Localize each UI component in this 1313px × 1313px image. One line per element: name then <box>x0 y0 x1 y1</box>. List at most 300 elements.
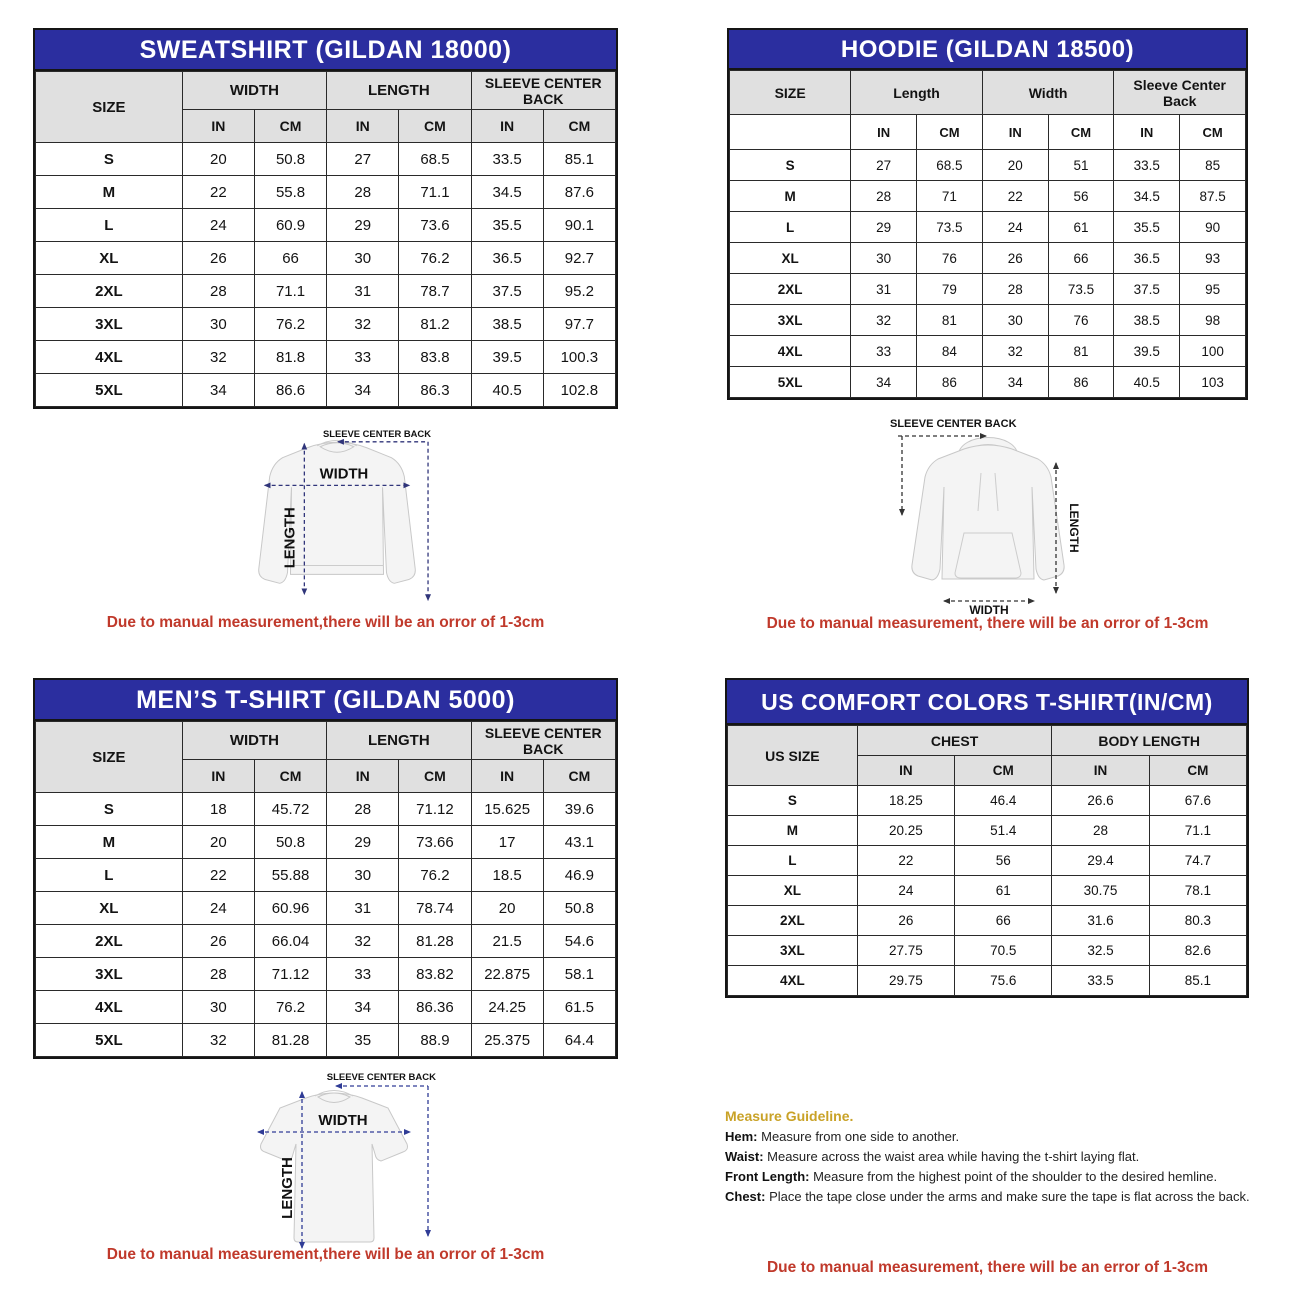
value-cell: 27.75 <box>857 936 954 966</box>
value-cell: 76.2 <box>399 859 471 892</box>
unit-header: CM <box>543 760 615 793</box>
guideline-heading: Measure Guideline. <box>725 1108 854 1124</box>
value-cell: 76.2 <box>254 308 326 341</box>
guideline-term: Hem: <box>725 1129 758 1144</box>
value-cell: 30 <box>182 991 254 1024</box>
value-cell: 61 <box>955 876 1052 906</box>
value-cell: 29 <box>327 209 399 242</box>
unit-header: IN <box>327 760 399 793</box>
value-cell: 79 <box>917 274 983 305</box>
unit-header: IN <box>851 115 917 150</box>
comfort-table <box>725 678 1249 998</box>
value-cell: 66.04 <box>254 925 326 958</box>
table-row <box>36 209 616 242</box>
guideline-text: Place the tape close under the arms and make sure the tape is flat across the back. <box>765 1189 1250 1204</box>
column-header-sleeve: Sleeve Center Back <box>1114 71 1246 115</box>
table-row <box>730 274 1246 305</box>
value-cell: 31 <box>327 892 399 925</box>
unit-header: CM <box>917 115 983 150</box>
table-row <box>36 308 616 341</box>
guideline-term: Front Length: <box>725 1169 810 1184</box>
value-cell: 76.2 <box>254 991 326 1024</box>
tshirt-illustration <box>228 1068 443 1264</box>
value-cell: 27 <box>327 143 399 176</box>
value-cell: 31.6 <box>1052 906 1149 936</box>
value-cell: 90 <box>1180 212 1246 243</box>
value-cell: 61 <box>1048 212 1114 243</box>
value-cell: 80.3 <box>1149 906 1246 936</box>
value-cell: 35.5 <box>1114 212 1180 243</box>
value-cell: 26 <box>857 906 954 936</box>
size-cell: 3XL <box>36 308 183 341</box>
size-cell: 2XL <box>728 906 858 936</box>
guideline-item <box>725 1190 1265 1204</box>
value-cell: 22.875 <box>471 958 543 991</box>
value-cell: 73.6 <box>399 209 471 242</box>
column-header-chest: CHEST <box>857 726 1052 756</box>
size-cell: 5XL <box>36 1024 183 1057</box>
value-cell: 87.6 <box>543 176 615 209</box>
guideline-term: Waist: <box>725 1149 764 1164</box>
value-cell: 35.5 <box>471 209 543 242</box>
value-cell: 32 <box>327 925 399 958</box>
length-label: LENGTH <box>282 507 299 569</box>
value-cell: 66 <box>955 906 1052 936</box>
value-cell: 28 <box>1052 816 1149 846</box>
value-cell: 76 <box>917 243 983 274</box>
value-cell: 71.12 <box>254 958 326 991</box>
table-row <box>36 143 616 176</box>
unit-header: IN <box>182 760 254 793</box>
value-cell: 93 <box>1180 243 1246 274</box>
table-row <box>728 936 1247 966</box>
length-label: LENGTH <box>279 1157 296 1219</box>
value-cell: 60.9 <box>254 209 326 242</box>
sweatshirt-table <box>33 28 618 409</box>
table-row <box>730 305 1246 336</box>
value-cell: 73.5 <box>1048 274 1114 305</box>
value-cell: 86.6 <box>254 374 326 407</box>
table-row <box>728 846 1247 876</box>
unit-header: IN <box>182 110 254 143</box>
value-cell: 24 <box>982 212 1048 243</box>
size-cell: XL <box>728 876 858 906</box>
size-cell: 2XL <box>36 275 183 308</box>
value-cell: 29 <box>851 212 917 243</box>
unit-header: IN <box>471 110 543 143</box>
size-cell: S <box>36 143 183 176</box>
value-cell: 32 <box>851 305 917 336</box>
value-cell: 18.5 <box>471 859 543 892</box>
value-cell: 84 <box>917 336 983 367</box>
value-cell: 100 <box>1180 336 1246 367</box>
value-cell: 95 <box>1180 274 1246 305</box>
value-cell: 83.8 <box>399 341 471 374</box>
guideline-item <box>725 1150 1265 1164</box>
value-cell: 34 <box>982 367 1048 398</box>
tshirt-title: MEN’S T-SHIRT (GILDAN 5000) <box>35 680 616 721</box>
value-cell: 18.25 <box>857 786 954 816</box>
column-header-size: SIZE <box>36 722 183 793</box>
value-cell: 71.1 <box>399 176 471 209</box>
sweatshirt-disclaimer: Due to manual measurement,there will be an orror of 1-3cm <box>106 614 545 631</box>
value-cell: 22 <box>982 181 1048 212</box>
comfort-disclaimer: Due to manual measurement, there will be an error of 1-3cm <box>766 1259 1209 1276</box>
table-row <box>728 786 1247 816</box>
value-cell: 54.6 <box>543 925 615 958</box>
size-cell: L <box>36 859 183 892</box>
table-row <box>36 925 616 958</box>
value-cell: 61.5 <box>543 991 615 1024</box>
value-cell: 71 <box>917 181 983 212</box>
value-cell: 97.7 <box>543 308 615 341</box>
value-cell: 33.5 <box>1114 150 1180 181</box>
value-cell: 34.5 <box>471 176 543 209</box>
value-cell: 20 <box>471 892 543 925</box>
column-header-sleeve: SLEEVE CENTER BACK <box>471 722 615 760</box>
value-cell: 78.74 <box>399 892 471 925</box>
sweatshirt-title: SWEATSHIRT (GILDAN 18000) <box>35 30 616 71</box>
table-row <box>728 906 1247 936</box>
unit-header: CM <box>1048 115 1114 150</box>
value-cell: 51.4 <box>955 816 1052 846</box>
comfort-title: US COMFORT COLORS T-SHIRT(IN/CM) <box>727 680 1247 725</box>
column-header-width: Width <box>982 71 1114 115</box>
value-cell: 32 <box>327 308 399 341</box>
value-cell: 50.8 <box>543 892 615 925</box>
value-cell: 33 <box>327 341 399 374</box>
size-cell: M <box>728 816 858 846</box>
hoodie-diagram <box>888 415 1088 615</box>
value-cell: 60.96 <box>254 892 326 925</box>
value-cell: 87.5 <box>1180 181 1246 212</box>
value-cell: 39.5 <box>1114 336 1180 367</box>
value-cell: 28 <box>851 181 917 212</box>
unit-header: CM <box>1180 115 1246 150</box>
value-cell: 56 <box>1048 181 1114 212</box>
unit-header: CM <box>254 760 326 793</box>
value-cell: 100.3 <box>543 341 615 374</box>
value-cell: 30.75 <box>1052 876 1149 906</box>
table-row <box>728 966 1247 996</box>
value-cell: 20 <box>182 826 254 859</box>
value-cell: 98 <box>1180 305 1246 336</box>
value-cell: 78.7 <box>399 275 471 308</box>
sleeve-center-back-label: SLEEVE CENTER BACK <box>326 1072 436 1083</box>
size-cell: 5XL <box>36 374 183 407</box>
empty-cell <box>730 115 851 150</box>
size-cell: XL <box>730 243 851 274</box>
value-cell: 30 <box>982 305 1048 336</box>
value-cell: 24 <box>857 876 954 906</box>
value-cell: 34 <box>851 367 917 398</box>
size-cell: 4XL <box>36 341 183 374</box>
tshirt-table <box>33 678 618 1059</box>
value-cell: 24.25 <box>471 991 543 1024</box>
value-cell: 20 <box>982 150 1048 181</box>
value-cell: 88.9 <box>399 1024 471 1057</box>
guideline-text: Measure from one side to another. <box>757 1129 960 1144</box>
tshirt-diagram <box>228 1068 443 1264</box>
hoodie-illustration <box>888 415 1088 615</box>
table-row <box>730 181 1246 212</box>
value-cell: 28 <box>982 274 1048 305</box>
unit-header: IN <box>857 756 954 786</box>
size-cell: M <box>36 176 183 209</box>
unit-header: CM <box>1149 756 1246 786</box>
sleeve-center-back-label: SLEEVE CENTER BACK <box>890 418 1017 430</box>
value-cell: 50.8 <box>254 826 326 859</box>
value-cell: 29.4 <box>1052 846 1149 876</box>
value-cell: 30 <box>851 243 917 274</box>
table-row <box>730 212 1246 243</box>
table-row <box>36 374 616 407</box>
value-cell: 38.5 <box>471 308 543 341</box>
size-cell: 5XL <box>730 367 851 398</box>
value-cell: 45.72 <box>254 793 326 826</box>
value-cell: 27 <box>851 150 917 181</box>
value-cell: 31 <box>327 275 399 308</box>
value-cell: 29.75 <box>857 966 954 996</box>
column-header-size: US SIZE <box>728 726 858 786</box>
value-cell: 90.1 <box>543 209 615 242</box>
value-cell: 26 <box>182 242 254 275</box>
value-cell: 30 <box>327 242 399 275</box>
value-cell: 103 <box>1180 367 1246 398</box>
value-cell: 68.5 <box>399 143 471 176</box>
value-cell: 95.2 <box>543 275 615 308</box>
value-cell: 78.1 <box>1149 876 1246 906</box>
value-cell: 85.1 <box>1149 966 1246 996</box>
value-cell: 32 <box>182 1024 254 1057</box>
size-cell: 2XL <box>36 925 183 958</box>
sweatshirt-diagram <box>232 424 442 612</box>
size-cell: 3XL <box>36 958 183 991</box>
value-cell: 30 <box>327 859 399 892</box>
guideline-item <box>725 1170 1265 1184</box>
value-cell: 50.8 <box>254 143 326 176</box>
width-label: WIDTH <box>318 1112 368 1129</box>
value-cell: 38.5 <box>1114 305 1180 336</box>
size-cell: 4XL <box>728 966 858 996</box>
value-cell: 102.8 <box>543 374 615 407</box>
value-cell: 67.6 <box>1149 786 1246 816</box>
value-cell: 32 <box>982 336 1048 367</box>
garment-outline <box>912 445 1064 580</box>
table-row <box>730 243 1246 274</box>
size-cell: XL <box>36 242 183 275</box>
guideline-text: Measure from the highest point of the shoulder to the desired hemline. <box>809 1169 1218 1184</box>
measure-guideline <box>725 1108 1265 1210</box>
value-cell: 17 <box>471 826 543 859</box>
value-cell: 33 <box>851 336 917 367</box>
value-cell: 21.5 <box>471 925 543 958</box>
size-cell: S <box>36 793 183 826</box>
value-cell: 28 <box>182 958 254 991</box>
unit-header: IN <box>1052 756 1149 786</box>
column-header-size: SIZE <box>36 72 183 143</box>
table-row <box>36 859 616 892</box>
table-row <box>36 991 616 1024</box>
hoodie-disclaimer: Due to manual measurement, there will be an orror of 1-3cm <box>766 615 1209 632</box>
unit-header: CM <box>254 110 326 143</box>
sleeve-center-back-label: SLEEVE CENTER BACK <box>322 427 431 439</box>
table-row <box>730 150 1246 181</box>
value-cell: 33.5 <box>1052 966 1149 996</box>
value-cell: 29 <box>327 826 399 859</box>
guideline-item <box>725 1130 1265 1144</box>
value-cell: 34.5 <box>1114 181 1180 212</box>
value-cell: 24 <box>182 209 254 242</box>
value-cell: 35 <box>327 1024 399 1057</box>
value-cell: 56 <box>955 846 1052 876</box>
table-row <box>36 892 616 925</box>
value-cell: 64.4 <box>543 1024 615 1057</box>
value-cell: 34 <box>327 991 399 1024</box>
value-cell: 30 <box>182 308 254 341</box>
value-cell: 15.625 <box>471 793 543 826</box>
value-cell: 43.1 <box>543 826 615 859</box>
value-cell: 34 <box>182 374 254 407</box>
column-header-length: Length <box>851 71 983 115</box>
value-cell: 40.5 <box>471 374 543 407</box>
value-cell: 32.5 <box>1052 936 1149 966</box>
value-cell: 81.8 <box>254 341 326 374</box>
value-cell: 28 <box>182 275 254 308</box>
column-header-length: LENGTH <box>327 722 471 760</box>
value-cell: 92.7 <box>543 242 615 275</box>
size-cell: 4XL <box>36 991 183 1024</box>
hoodie-table <box>727 28 1248 400</box>
value-cell: 86 <box>1048 367 1114 398</box>
value-cell: 81 <box>917 305 983 336</box>
unit-header: CM <box>399 760 471 793</box>
value-cell: 82.6 <box>1149 936 1246 966</box>
unit-header: IN <box>982 115 1048 150</box>
column-header-sleeve: SLEEVE CENTER BACK <box>471 72 615 110</box>
unit-header: CM <box>543 110 615 143</box>
value-cell: 86 <box>917 367 983 398</box>
value-cell: 85.1 <box>543 143 615 176</box>
value-cell: 76 <box>1048 305 1114 336</box>
size-cell: L <box>728 846 858 876</box>
guideline-text: Measure across the waist area while having the t-shirt laying flat. <box>763 1149 1140 1164</box>
value-cell: 28 <box>327 793 399 826</box>
column-header-body-length: BODY LENGTH <box>1052 726 1247 756</box>
size-cell: M <box>730 181 851 212</box>
value-cell: 25.375 <box>471 1024 543 1057</box>
size-cell: 3XL <box>730 305 851 336</box>
value-cell: 39.6 <box>543 793 615 826</box>
sweatshirt-illustration <box>232 424 442 612</box>
value-cell: 26.6 <box>1052 786 1149 816</box>
value-cell: 66 <box>254 242 326 275</box>
value-cell: 39.5 <box>471 341 543 374</box>
value-cell: 37.5 <box>471 275 543 308</box>
size-cell: XL <box>36 892 183 925</box>
value-cell: 66 <box>1048 243 1114 274</box>
size-cell: L <box>36 209 183 242</box>
value-cell: 33.5 <box>471 143 543 176</box>
value-cell: 46.4 <box>955 786 1052 816</box>
table-row <box>36 176 616 209</box>
column-header-width: WIDTH <box>182 72 326 110</box>
table-row <box>36 826 616 859</box>
value-cell: 46.9 <box>543 859 615 892</box>
value-cell: 28 <box>327 176 399 209</box>
table-row <box>728 876 1247 906</box>
value-cell: 58.1 <box>543 958 615 991</box>
value-cell: 22 <box>182 176 254 209</box>
value-cell: 22 <box>857 846 954 876</box>
column-header-size: SIZE <box>730 71 851 115</box>
length-label: LENGTH <box>1067 503 1081 553</box>
size-cell: S <box>730 150 851 181</box>
value-cell: 81.2 <box>399 308 471 341</box>
value-cell: 74.7 <box>1149 846 1246 876</box>
value-cell: 75.6 <box>955 966 1052 996</box>
size-cell: 3XL <box>728 936 858 966</box>
value-cell: 81 <box>1048 336 1114 367</box>
value-cell: 71.12 <box>399 793 471 826</box>
value-cell: 34 <box>327 374 399 407</box>
value-cell: 24 <box>182 892 254 925</box>
value-cell: 40.5 <box>1114 367 1180 398</box>
table-row <box>36 793 616 826</box>
size-cell: 2XL <box>730 274 851 305</box>
value-cell: 86.36 <box>399 991 471 1024</box>
value-cell: 20.25 <box>857 816 954 846</box>
value-cell: 36.5 <box>1114 243 1180 274</box>
unit-header: IN <box>327 110 399 143</box>
column-header-length: LENGTH <box>327 72 471 110</box>
tshirt-disclaimer: Due to manual measurement,there will be an orror of 1-3cm <box>106 1246 545 1263</box>
width-label: WIDTH <box>969 603 1009 615</box>
value-cell: 68.5 <box>917 150 983 181</box>
value-cell: 36.5 <box>471 242 543 275</box>
value-cell: 86.3 <box>399 374 471 407</box>
guideline-term: Chest: <box>725 1189 766 1204</box>
table-row <box>36 958 616 991</box>
value-cell: 20 <box>182 143 254 176</box>
value-cell: 73.5 <box>917 212 983 243</box>
value-cell: 18 <box>182 793 254 826</box>
value-cell: 26 <box>982 243 1048 274</box>
value-cell: 32 <box>182 341 254 374</box>
table-row <box>728 816 1247 846</box>
value-cell: 22 <box>182 859 254 892</box>
width-label: WIDTH <box>319 466 369 483</box>
unit-header: IN <box>471 760 543 793</box>
value-cell: 85 <box>1180 150 1246 181</box>
value-cell: 81.28 <box>399 925 471 958</box>
value-cell: 71.1 <box>1149 816 1246 846</box>
table-row <box>36 1024 616 1057</box>
value-cell: 33 <box>327 958 399 991</box>
size-cell: L <box>730 212 851 243</box>
table-row <box>730 367 1246 398</box>
value-cell: 37.5 <box>1114 274 1180 305</box>
value-cell: 73.66 <box>399 826 471 859</box>
value-cell: 51 <box>1048 150 1114 181</box>
table-row <box>36 341 616 374</box>
value-cell: 81.28 <box>254 1024 326 1057</box>
size-cell: S <box>728 786 858 816</box>
value-cell: 76.2 <box>399 242 471 275</box>
value-cell: 55.8 <box>254 176 326 209</box>
unit-header: IN <box>1114 115 1180 150</box>
unit-header: CM <box>399 110 471 143</box>
